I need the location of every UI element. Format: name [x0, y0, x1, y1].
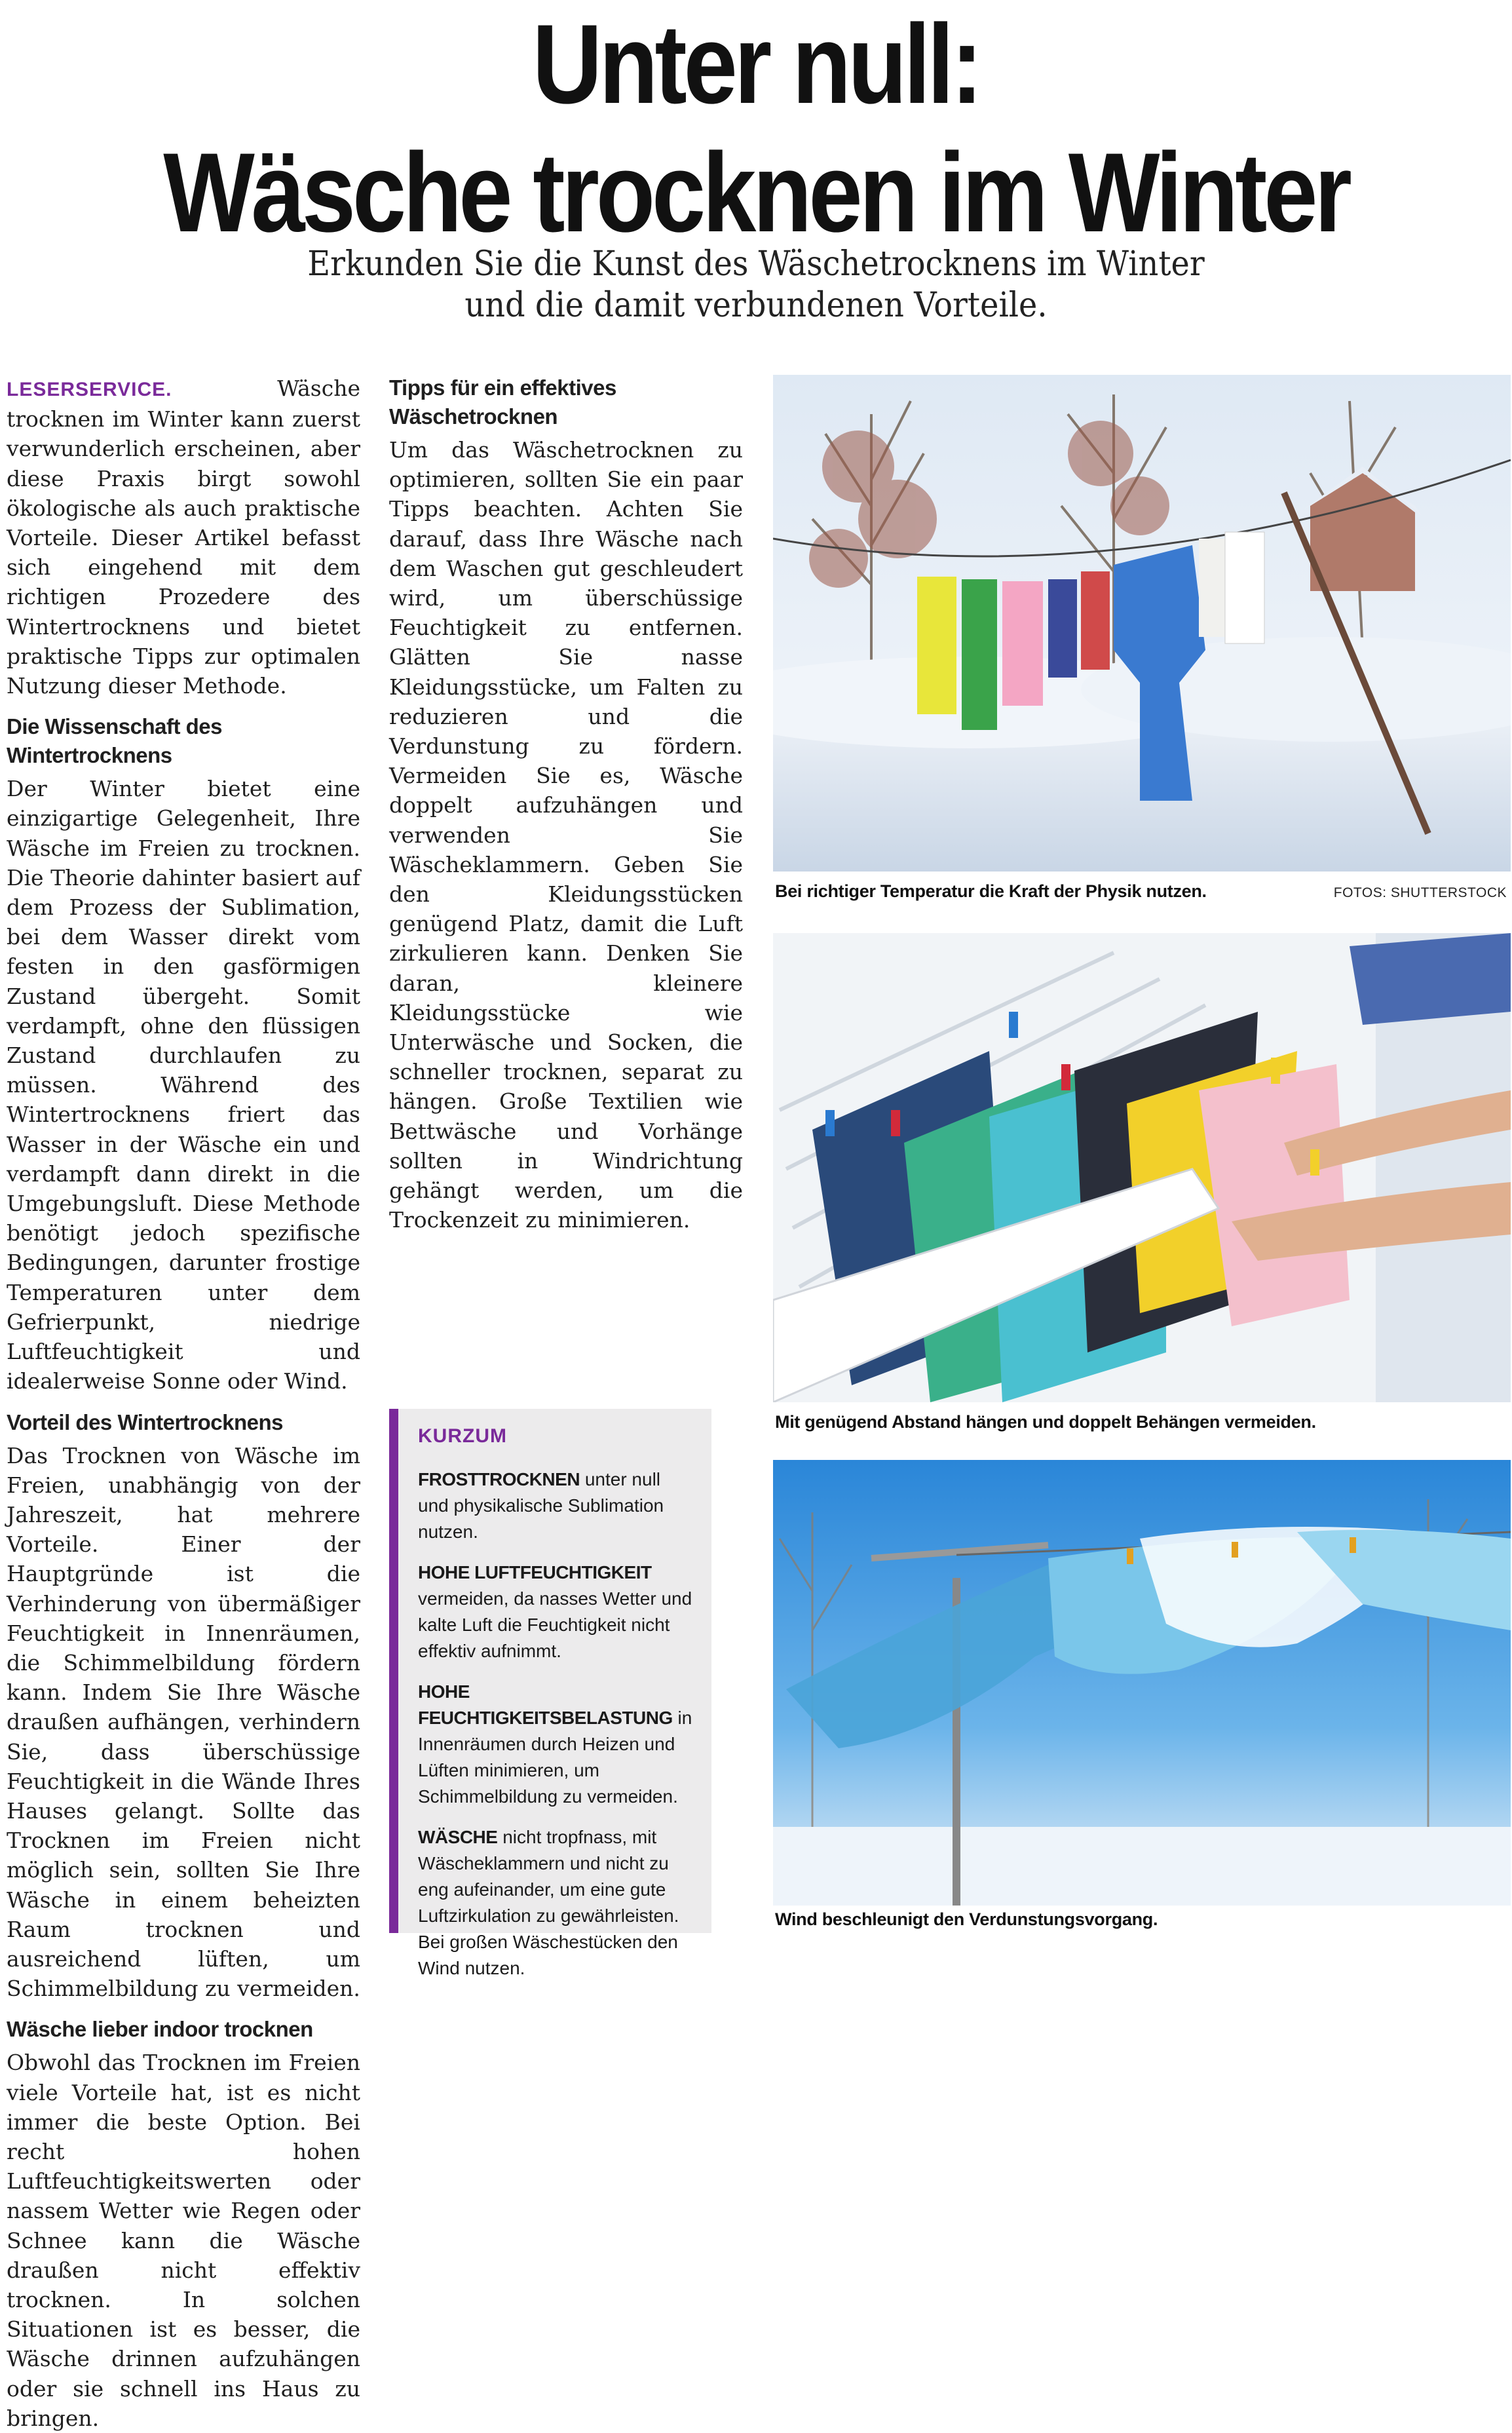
- section-heading-advantage: Vorteil des Wintertrocknens: [7, 1409, 284, 1434]
- photo-snow-clothesline: [773, 375, 1511, 872]
- subheadline-line-1: Erkunden Sie die Kunst des Wäschetrocknens im Winter: [307, 244, 1205, 284]
- wind-laundry-illustration: [773, 1460, 1511, 1906]
- info-item: [418, 1466, 696, 1545]
- info-item-term: WÄSCHE: [418, 1827, 498, 1847]
- section-heading-science: Die Wissenschaft des Wintertrocknens: [7, 714, 222, 768]
- info-box-kurzum: [389, 1409, 711, 1978]
- info-item: [418, 1679, 696, 1810]
- drying-rack-illustration: [773, 933, 1511, 1402]
- section-text-tips: Um das Wäschetrocknen zu optimieren, sollten Sie ein paar Tipps beachten. Achten Sie darauf, dass Ihre Wäsche nach dem Waschen gut geschleudert wird, um überschüssige Feuchtigkeit zu entfernen. Glätten Sie nasse Kleidungsstücke, um Falten zu reduzieren und die Verdunstung zu fördern. Vermeiden Sie es, Wäsche doppelt aufzuhängen und verwenden Sie Wäscheklammern. Geben Sie den Kleidungsstücken genügend Platz, damit die Luft zirkulieren kann. Denken Sie daran, kleinere Kleidungsstücke wie Unterwäsche und Socken, die schneller trocknen, separat zu hängen. Große Textilien wie Bettwäsche und Vorhänge sollten in Windrichtung gehängt werden, um die Trockenzeit zu minimieren.: [389, 437, 743, 1233]
- info-item-term: FROSTTROCKNEN: [418, 1469, 580, 1489]
- info-item-text: vermeiden, da nasses Wetter und kalte Luft die Feuchtigkeit nicht effektiv aufnimmt.: [418, 1588, 692, 1661]
- info-item: [418, 1560, 696, 1664]
- subheadline-line-2: und die damit verbundenen Vorteile.: [464, 286, 1048, 325]
- photo-drying-rack: [773, 933, 1511, 1402]
- photo-caption-1: Bei richtiger Temperatur die Kraft der Physik nutzen.: [775, 881, 1207, 901]
- photo-wind-laundry: [773, 1460, 1511, 1906]
- info-item-text: unter null und physikalische Sublimation nutzen.: [418, 1469, 664, 1542]
- section-heading-indoor: Wäsche lieber indoor trocknen: [7, 2017, 313, 2042]
- article-column-1: [7, 374, 360, 2433]
- photo-caption-2: Mit genügend Abstand hängen und doppelt Behängen vermeiden.: [775, 1412, 1316, 1432]
- article-column-2: [389, 374, 743, 1235]
- photo-caption-3: Wind beschleunigt den Verdunstungsvorgang.: [775, 1909, 1158, 1929]
- intro-text: Wäsche trocknen im Winter kann zuerst verwunderlich erscheinen, aber diese Praxis birgt sowohl ökologische als auch praktische Vorteile. Dieser Artikel befasst sich eingehend mit dem richtigen Prozedere des Wintertrocknens und bietet praktische Tipps zur optimalen Nutzung dieser Methode.: [7, 375, 360, 699]
- photo-credit: FOTOS: SHUTTERSTOCK: [1333, 885, 1507, 900]
- headline: [106, 0, 1407, 257]
- info-item-term: HOHE LUFTFEUCHTIGKEIT: [418, 1562, 652, 1582]
- snow-clothesline-illustration: [773, 375, 1511, 872]
- info-item-text: nicht tropfnass, mit Wäscheklammern und nicht zu eng aufeinander, um eine gute Luftzirkulation zu gewährleisten. Bei großen Wäschestücken den Wind nutzen.: [418, 1827, 679, 1978]
- info-item-text: in Innenräumen durch Heizen und Lüften minimieren, um Schimmelbildung zu vermeiden.: [418, 1708, 692, 1807]
- info-item-term: HOHE FEUCHTIGKEITSBELASTUNG: [418, 1681, 673, 1728]
- info-item: [418, 1824, 696, 1982]
- section-text-advantage: Das Trocknen von Wäsche im Freien, unabhängig von der Jahreszeit, hat mehrere Vorteile. Einer der Hauptgründe ist die Verhinderung von übermäßiger Feuchtigkeit in Innenräumen, die Schimmelbildung fördern kann. Indem Sie Ihre Wäsche draußen aufhängen, verhindern Sie, dass überschüssige Feuchtigkeit in die Wände Ihres Hauses gelangt. Sollte das Trocknen im Freien nicht möglich sein, sollten Sie Ihre Wäsche in einem beheizten Raum trocknen und ausreichend lüften, um Schimmelbildung zu vermeiden.: [7, 1442, 360, 2002]
- subheadline: [60, 244, 1451, 326]
- headline-line-2: Wäsche trocknen im Winter: [163, 130, 1349, 256]
- info-box-title: KURZUM: [418, 1425, 507, 1447]
- kicker: LESERSERVICE.: [7, 379, 172, 400]
- section-heading-tips: Tipps für ein effektives Wäschetrocknen: [389, 375, 616, 429]
- section-text-science: Der Winter bietet eine einzigartige Gelegenheit, Ihre Wäsche im Freien zu trocknen. Die Theorie dahinter basiert auf dem Prozess der Sublimation, bei dem Wasser direkt vom festen in den gasförmigen Zustand übergeht. Somit verdampft, ohne den flüssigen Zustand durchlaufen zu müssen. Während des Wintertrocknens friert das Wasser in der Wäsche ein und verdampft dann direkt in die Umgebungsluft. Diese Methode benötigt jedoch spezifische Bedingungen, darunter frostige Temperaturen unter dem Gefrierpunkt, niedrige Luftfeuchtigkeit und idealerweise Sonne oder Wind.: [7, 776, 360, 1394]
- headline-line-1: Unter null:: [532, 1, 980, 127]
- section-text-indoor: Obwohl das Trocknen im Freien viele Vorteile hat, ist es nicht immer die beste Option. Bei recht hohen Luftfeuchtigkeitswerten oder nassem Wetter wie Regen oder Schnee kann die Wäsche draußen nicht effektiv trocknen. In solchen Situationen ist es besser, die Wäsche drinnen aufzuhängen oder sie schnell ins Haus zu bringen.: [7, 2050, 360, 2431]
- intro-paragraph: [7, 374, 360, 700]
